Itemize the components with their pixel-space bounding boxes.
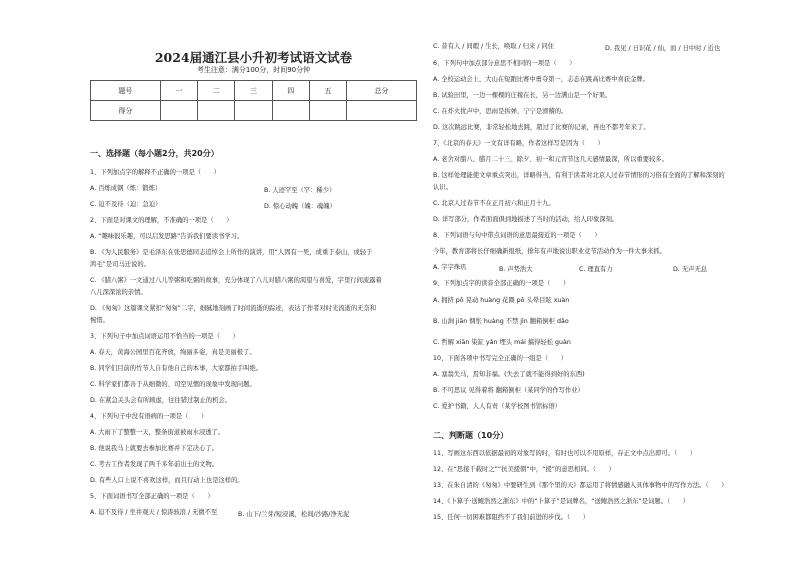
score-input-cell[interactable] [347, 101, 417, 121]
question-line: 2、下面是对课文的理解，不准确的一项是（ ） [90, 217, 233, 224]
question-line: A. 迫不及待 / 坐井观天 / 惊涛骇浪 / 无微不至 [90, 509, 218, 516]
question-line: A. 大雨下了整整一天，整条街道被雨水浸透了。 [90, 429, 225, 436]
exam-notice: 考生注意：满分100分，时间90分钟 [196, 66, 311, 74]
answer-option: D. 惊心动魄（魄：魂魄） [264, 203, 336, 210]
question-line: 9、下列加点字的读音全部正确的一项是（ ） [433, 280, 570, 287]
question-line: A. 老舍对腊八、腊月二十三、除夕、初一和元宵节这几天感情最深，所以重要较多。 [433, 156, 668, 163]
question-line: 惋惜。 [90, 317, 109, 324]
question-line: 11、写画这东西以依据最初的对象写的时，有时也可以不用原样，存正文中点出即可。（ ） [433, 450, 697, 457]
answer-option: C. 理直有力 [579, 266, 613, 273]
question-line: A. 塞翁失马，焉知非福。(失去了就不能得到好的东西) [433, 371, 585, 378]
question-line: B. 试验田里，一边一棵棵的庄稼在长，另一边满山是一个好果。 [433, 92, 612, 99]
question-line: C. 迫不及待（迫：急迫） [90, 201, 162, 208]
question-line: A. 全校运动会上，大山在短跑比赛中勇夺第一，志态在跳高比赛中喜获金牌。 [433, 76, 649, 83]
question-line: 6、下列句中加点部分意思不相同的一项是（ ） [433, 60, 576, 67]
question-line: 14、《卜算子·送鲍浩然之浙东》中的“卜算子”是词牌名，“送鲍浩然之浙东”是词题。（ ） [433, 498, 690, 505]
answer-option: B. 声势浩大 [499, 266, 533, 273]
score-input-cell[interactable] [272, 101, 309, 121]
question-line: 认识。 [433, 184, 452, 191]
question-line: B. 这样处理能使文章重点突出，详略得当，有利于读者对北京人过春节情形的习俗有全面的了解和深刻的 [433, 172, 725, 179]
exam-title: 2024届通江县小升初考试语文试卷 [154, 50, 353, 65]
score-cell: 得分 [91, 101, 161, 121]
question-line: 1、下列加点字的解释不正确的一项是（ ） [90, 169, 220, 176]
score-cell: 一 [160, 81, 197, 101]
answer-option: D. 我见 / 日识花 / 仙，而 / 日中时 / 近也 [605, 45, 721, 52]
question-line: B. 同学们目前的竹节人自有他自己的本事，大家都拍手叫绝。 [90, 365, 263, 372]
question-line: 鸿毛”是司马迁说的。 [90, 261, 150, 268]
question-line: B. 不可思议 见得着将 翻箱倒柜（某同学的作写作业） [433, 387, 584, 394]
score-input-cell[interactable] [198, 101, 235, 121]
answer-option: B. 山下/兰芽/短浸溪，松间/沙路/净无泥 [238, 511, 350, 518]
score-table-score-row [91, 101, 417, 121]
question-line: C. 在炸火扰声中，思雨是拆弹，宁宁是滑稽的。 [433, 108, 568, 115]
score-cell: 五 [309, 81, 346, 101]
score-cell: 三 [235, 81, 272, 101]
score-input-cell[interactable] [309, 101, 346, 121]
question-line: D. 有些人口上说不喜欢这样，而且行动上也是这样的。 [90, 477, 244, 484]
question-line: D. 在紧急关头会有所顾虑，往往错过制止的机会。 [90, 397, 232, 404]
question-line: C. 《腊八粥》一文通过八儿等粥和吃粥的故事，充分体现了八儿对腊八粥的渴望与喜爱，字里行间流露着 [90, 277, 382, 284]
question-line: 八儿深深浓的亲情。 [90, 289, 147, 296]
question-line: 今年，教育部将长仔细确新报纸，排年有声地说出职业竞节活动作为一件大事来抓。 [433, 248, 666, 255]
question-line: 10、下面各项中书写完全正确的一组是（ ） [433, 355, 567, 362]
question-line: A. 字字珠玑 [433, 264, 467, 271]
question-line: C. 爱护书籍，人人有责（某学校图书馆标语） [433, 403, 562, 410]
question-line: 5、下面词语书写全部正确的一项是（ ） [90, 493, 214, 500]
score-table-header-row [91, 81, 417, 101]
score-cell: 题号 [91, 81, 161, 101]
score-table [90, 80, 417, 121]
question-line: 7、《北京的春天》一文有详有略，作者这样写是因为（ ） [433, 140, 604, 147]
question-line: D. 这次跳远比赛，非常轻松地去跳，超过了比赛的记录，再也不都考年来了。 [433, 124, 650, 131]
question-line: 13、在朱自清的《匆匆》中要研生到《那个里的天》都运用了将情感融入具体事物中的写作方法。（ ） [433, 482, 728, 489]
answer-option: B. 人迹罕至（罕：稀少） [264, 187, 336, 194]
question-line: D. 详写部分，作者面面俱到地描述了当时的活动，给人印象深刻。 [433, 216, 619, 223]
question-line: 15、任何一切困难都阻挡不了我们前进的步伐。（ ） [433, 514, 589, 521]
score-input-cell[interactable] [160, 101, 197, 121]
question-line: C. 哲解 xiān 染缸 yǎn 埋头 mái 搞得轻松 guàn [433, 339, 571, 346]
question-line: B. 《为人民服务》是毛泽东在张思德同志追悼会上所作的演讲，用“人固有一死，或重于泰山，或轻于 [90, 249, 373, 256]
question-line: 8、下列词语与句中带点词语的意思最接近的一项是（ ） [433, 232, 601, 239]
question-line: A. 百炼成钢（炼：锻炼） [90, 185, 162, 192]
section-heading: 二、判断题（10分） [433, 431, 509, 440]
question-line: B. 他说我马上就要去参加比赛并下定决心了。 [90, 445, 218, 452]
question-line: 4、下列句子中没有语病的一项是（ ） [90, 413, 208, 420]
section-heading: 一、选择题（每小题2分，共20分） [90, 149, 219, 158]
question-line: D. 《匆匆》这篇课文紧扣“匆匆”二字，细腻地刻画了时间流逝的踪迹，表达了作者对时光流逝的无奈和 [90, 305, 377, 312]
score-cell: 二 [198, 81, 235, 101]
question-line: B. 山涧 jiān 惆怅 huàng 不禁 jìn 翻箱倒柜 dǎo [433, 318, 569, 325]
question-line: A. 春天，黄海公园里百花齐放，绚丽多姿，真是美丽极了。 [90, 349, 256, 356]
question-line: A. 拥挤 pō 晃动 huàng 花圈 pō 头晕目眩 xuàn [433, 297, 570, 304]
question-line: C. 北京人过春节不在正月初六和正月十九。 [433, 200, 555, 207]
question-line: A. “趣味很乐趣，可以启发思路”告诉我们要读书学习。 [90, 233, 244, 240]
score-cell: 总分 [347, 81, 417, 101]
question-line: C. 科学家们都善于从细微的、司空见惯的现象中发现问题。 [90, 381, 256, 388]
question-line: 12、在“思接千载时之”“抗美援朝”中，“援”的意思相同。（ ） [433, 466, 615, 473]
answer-option: D. 无声无息 [673, 266, 708, 273]
question-line: C. 昔有人 / 间暇 / 生长，唤取 / 归来 / 同住 [433, 43, 555, 50]
question-line: C. 考古工作者发现了两千多年前出土的文物。 [90, 461, 219, 468]
score-input-cell[interactable] [235, 101, 272, 121]
score-cell: 四 [272, 81, 309, 101]
question-line: 3、下列句子中加点词语运用不恰当的一项是（ ） [90, 333, 239, 340]
